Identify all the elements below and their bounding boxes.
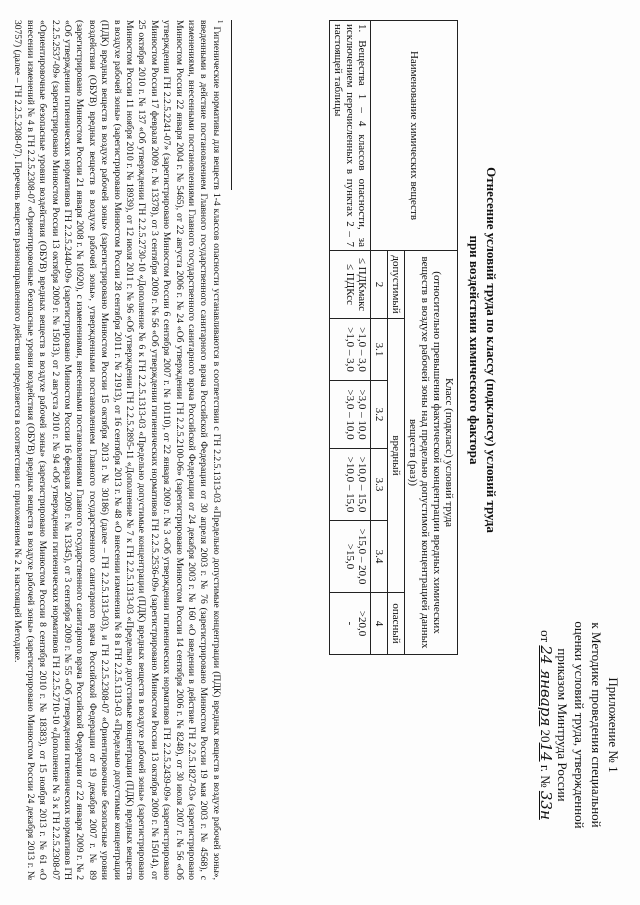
row-substance-name: 1. Вещества 1 – 4 классов опасности, за исключением перечисленных в пунктах 2 – 7 настоящей таблицы: [330, 21, 371, 251]
header-substance-name: Наименование химических веществ: [371, 21, 458, 251]
cell-value-max: >1,0 – 3,0: [356, 327, 368, 372]
handwritten-order-number: 33н: [537, 790, 555, 820]
cell-value-avg: ≤ ПДКсс: [344, 263, 356, 306]
appendix-header: [537, 575, 622, 875]
class-subtitle: (относительно превышения фактической концентрации вредных химических веществ в воздухе рабочей зоны над предельно допустимой концентрацией данных веществ (раз)): [407, 256, 443, 649]
cell-value-max: >10,0 – 15,0: [356, 456, 368, 513]
cell-3-3: [330, 449, 371, 521]
date-prefix: от: [538, 630, 553, 643]
cell-value-avg: -: [344, 621, 356, 626]
appendix-ref-line: к Методике проведения специальной: [589, 622, 604, 828]
col-number: 4: [371, 593, 388, 655]
appendix-ref-line: приказом Минтруда России: [555, 648, 570, 802]
col-number: 3.1: [371, 319, 388, 381]
cell-value-max: ≤ ПДКмакс: [356, 257, 368, 312]
date-mid: г. №: [538, 764, 553, 788]
col-number: 3.2: [371, 381, 388, 449]
header-class: [405, 251, 458, 655]
group-dangerous: опасный: [388, 593, 405, 655]
cell-value-avg: >1,0 – 3,0: [344, 327, 356, 372]
cell-value-avg: >10,0 – 15,0: [344, 456, 356, 513]
footnote-divider: [231, 20, 232, 190]
cell-allowed: [330, 251, 371, 319]
group-allowed: допустимый: [388, 251, 405, 319]
cell-value-max: >3,0 – 10,0: [356, 389, 368, 440]
handwritten-date: 24 января: [537, 645, 555, 727]
date-year-prefix: 20: [538, 729, 553, 743]
title-line: Отнесение условий труда по классу (подклассу) условий труда: [484, 167, 499, 533]
col-number: 2: [371, 251, 388, 319]
cell-value-avg: >15,0: [344, 543, 356, 570]
cell-3-4: [330, 521, 371, 593]
cell-value-avg: >3,0 – 10,0: [344, 389, 356, 440]
classification-table: [329, 20, 458, 655]
col-number: 3.3: [371, 449, 388, 521]
page-title: [466, 90, 500, 610]
appendix-number: Приложение № 1: [606, 677, 621, 773]
class-title: Класс (подкласс) условий труда: [443, 377, 455, 528]
col-number: 3.4: [371, 521, 388, 593]
cell-value-max: >15,0 – 20,0: [356, 528, 368, 585]
cell-4: [330, 593, 371, 655]
handwritten-year: 14: [537, 742, 555, 762]
footnote: [11, 20, 226, 880]
title-line: при воздействии химического фактора: [467, 235, 482, 465]
cell-value-max: >20,0: [356, 610, 368, 637]
group-harmful: вредный: [388, 319, 405, 593]
cell-3-1: [330, 319, 371, 381]
order-date-line: [537, 575, 554, 875]
footnote-text: Гигиенические нормативы для веществ 1-4 классов опасности устанавливаются в соответствии с ГН 2.2.5.1313-03 «Предельно допустимые концентрации (ПДК) вредных веществ в воздухе рабочей зоны», введенными в действие постановлением Главного государственного санитарного врача Российской Федерации от 30 апреля 2003 г. № 76 (зарегистрировано Минюстом России 19 мая 2003 г. № 4568), с изменениями, внесенными постановлениями Главного государственного санитарного врача Российской Федерации от 24 декабря 2003 г. № 160 «О введении в действие ГН 2.2.5.1827-03» (зарегистрировано Минюстом России 22 января 2004 г. № 5465), от 22 августа 2006 г. № 24 «Об утверждении ГН 2.2.5.2100-06» (зарегистрировано Минюстом России 14 сентября 2006 г. № 8248), от 30 июля 2007 г. № 56 «Об утверждении ГН 2.2.5.2241-07» (зарегистрировано Минюстом России 6 сентября 2007 г. № 10110), от 22 января 2009 г. № 3 «Об утверждении гигиенических нормативов ГН 2.2.5.2439-09» (зарегистрировано Минюстом России 17 февраля 2009 г. № 13378), от 3 сентября 2009 г. № 56 «Об утверждении гигиенических нормативов ГН 2.2.5.2536-09» (зарегистрировано Минюстом России 13 октября 2009 г. № 15014), от 25 октября 2010 г. № 137 «Об утверждении ГН 2.2.5.2730-10 «Дополнение № 6 к ГН 2.2.5.1313-03 «Предельно допустимые концентрации (ПДК) вредных веществ в воздухе рабочей зоны» (зарегистрировано Минюстом России 11 ноября 2010 г. № 18939), от 12 июля 2011 г. № 96 «Об утверждении ГН 2.2.5.2895-11 «Дополнение № 7 к ГН 2.2.5.1313-03 «Предельно допустимые концентрации (ПДК) вредных веществ в воздухе рабочей зоны» (зарегистрировано Минюстом России 28 сентября 2011 г. № 21913), от 16 сентября 2013 г. № 48 «О внесении изменения № 8 в ГН 2.2.5.1313-03 «Предельно допустимые концентрации (ПДК) вредных веществ в воздухе рабочей зоны» (зарегистрировано Минюстом России 15 октября 2013 г. № 30186) (далее – ГН 2.2.5.1313-03), и ГН 2.2.5.2308-07 «Ориентировочные безопасные уровни воздействия (ОБУВ) вредных веществ в воздухе рабочей зоны», утвержденными постановлением Главного государственного санитарного врача Российской Федерации от 19 декабря 2007 г. № 89 (зарегистрировано Минюстом России 21 января 2008 г. № 10920), с изменениями, внесенными постановлениями Главного государственного санитарного врача Российской Федерации от 22 января 2009 г. № 2 «Об утверждении гигиенических нормативов ГН 2.2.5.2440-09» (зарегистрировано Минюстом России 16 февраля 2009 г. № 13345), от 3 сентября 2009 г. № 55 «Об утверждении гигиенических нормативов ГН 2.2.5.2537-09» (зарегистрировано Минюстом России 13 октября 2009 г. № 15013), от 2 августа 2010 г. № 94 «Об утверждении гигиенических нормативов ГН 2.2.5.2710-10 «Дополнение № 3 к ГН 2.2.5.2308-07 «Ориентировочные безопасные уровни воздействия (ОБУВ) вредных веществ в воздухе рабочей зоны» (зарегистрировано Минюстом России 8 сентября 2010 г. № 18383), от 15 ноября 2013 г. № 61 «О внесении изменений № 4 в ГН 2.2.5.2308-07 «Ориентировочные безопасные уровни воздействия (ОБУВ) вредных веществ в воздухе рабочей зоны» (зарегистрировано Минюстом России 24 декабря 2013 г. № 30757) (далее – ГН 2.2.5.2308-07). Перечень веществ разнонаправленного действия определяется в соответствии с приложением № 2 к настоящей Методике.: [12, 20, 222, 880]
footnote-mark: 1: [216, 20, 224, 24]
cell-3-2: [330, 381, 371, 449]
table-row: [330, 21, 371, 655]
appendix-ref-line: оценки условий труда, утвержденной: [572, 621, 587, 829]
